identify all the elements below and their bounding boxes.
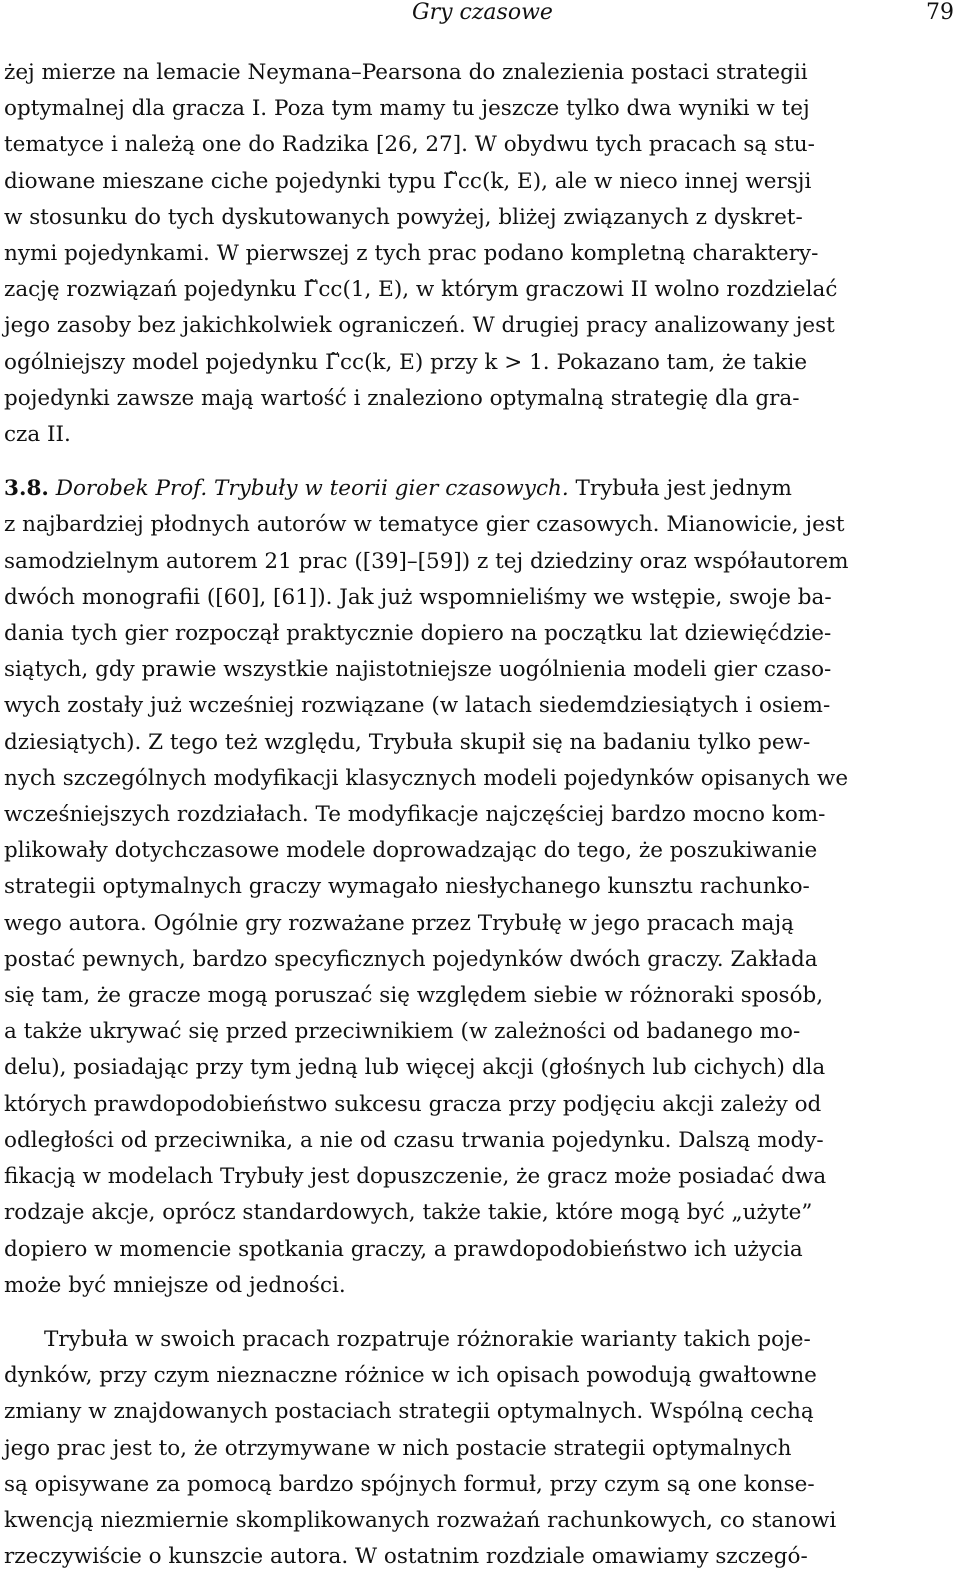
text-line: nymi pojedynkami. W pierwszej z tych prac podano kompletną charaktery-	[4, 241, 819, 267]
running-title: Gry czasowe	[412, 0, 553, 25]
section-3-8	[4, 471, 956, 1304]
text-line: dziesiątych). Z tego też względu, Trybuła skupił się na badaniu tylko pew-	[4, 729, 811, 755]
paragraph-spacer	[4, 1304, 956, 1322]
text-line: dynków, przy czym nieznaczne różnice w ich opisach powodują gwałtowne	[4, 1363, 817, 1389]
text-line: zmiany w znajdowanych postaciach strategii optymalnych. Wspólną cechą	[4, 1399, 814, 1425]
text-line: jego prac jest to, że otrzymywane w nich postacie strategii optymalnych	[4, 1435, 792, 1461]
text-line: wcześniejszych rozdziałach. Te modyfikacje najczęściej bardzo mocno kom-	[4, 802, 826, 828]
text-line: pojedynki zawsze mają wartość i znaleziono optymalną strategię dla gra-	[4, 385, 800, 411]
text-line: wego autora. Ogólnie gry rozważane przez Trybułę w jego pracach mają	[4, 910, 794, 936]
text-line: diowane mieszane ciche pojedynki typu Γ̃cc(k, E), ale w nieco innej wersji	[4, 168, 812, 194]
text-line: Trybuła w swoich pracach rozpatruje różnorakie warianty takich poje-	[44, 1326, 811, 1352]
text-line: dania tych gier rozpoczął praktycznie dopiero na początku lat dziewięćdzie-	[4, 621, 832, 647]
paragraph-1	[4, 55, 956, 453]
text-line: nych szczególnych modyfikacji klasycznych modeli pojedynków opisanych we	[4, 765, 849, 791]
paragraph-spacer	[4, 453, 956, 471]
text-line: w stosunku do tych dyskutowanych powyżej, bliżej związanych z dyskret-	[4, 204, 803, 230]
text-line: tematyce i należą one do Radzika [26, 27]. W obydwu tych pracach są stu-	[4, 132, 815, 158]
text-line: może być mniejsze od jedności.	[4, 1272, 346, 1298]
text-line: plikowały dotychczasowe modele doprowadzając do tego, że poszukiwanie	[4, 838, 818, 864]
text-line: strategii optymalnych graczy wymagało niesłychanego kunsztu rachunko-	[4, 874, 810, 900]
section-number: 3.8.	[4, 476, 49, 502]
page-number: 79	[926, 0, 954, 25]
body-text	[4, 55, 956, 1575]
text-line: żej mierze na lemacie Neymana–Pearsona do znalezienia postaci strategii	[4, 60, 808, 85]
text-line: cza II.	[4, 422, 71, 448]
text-line: delu), posiadając przy tym jedną lub więcej akcji (głośnych lub cichych) dla	[4, 1055, 826, 1081]
running-head	[0, 0, 960, 30]
text-line: postać pewnych, bardzo specyficznych pojedynków dwóch graczy. Zakłada	[4, 946, 818, 972]
text-line: fikacją w modelach Trybuły jest dopuszczenie, że gracz może posiadać dwa	[4, 1164, 827, 1190]
text-line: dwóch monografii ([60], [61]). Jak już wspomnieliśmy we wstępie, swoje ba-	[4, 584, 832, 610]
section-title: Dorobek Prof. Trybuły w teorii gier czasowych.	[55, 476, 569, 502]
text-line: ogólniejszy model pojedynku Γ̃cc(k, E) przy k > 1. Pokazano tam, że takie	[4, 349, 808, 375]
text-line: rodzaje akcje, oprócz standardowych, także takie, które mogą być „użyte”	[4, 1200, 813, 1226]
text-line: odległości od przeciwnika, a nie od czasu trwania pojedynku. Dalszą mody-	[4, 1127, 824, 1153]
paragraph-3	[4, 1322, 956, 1575]
text-line: z najbardziej płodnych autorów w tematyce gier czasowych. Mianowicie, jest	[4, 512, 845, 538]
text-line: samodzielnym autorem 21 prac ([39]–[59]) z tej dziedziny oraz współautorem	[4, 548, 849, 574]
text-line: a także ukrywać się przed przeciwnikiem (w zależności od badanego mo-	[4, 1019, 801, 1045]
text-line: których prawdopodobieństwo sukcesu gracza przy podjęciu akcji zależy od	[4, 1091, 822, 1117]
text-line: się tam, że gracze mogą poruszać się względem siebie w różnoraki sposób,	[4, 983, 824, 1009]
text-line: optymalnej dla gracza I. Poza tym mamy tu jeszcze tylko dwa wyniki w tej	[4, 96, 810, 122]
text-line: kwencją niezmiernie skomplikowanych rozważań rachunkowych, co stanowi	[4, 1507, 837, 1533]
section-first-line-rest: Trybuła jest jednym	[568, 476, 792, 502]
text-line: są opisywane za pomocą bardzo spójnych formuł, przy czym są one konse-	[4, 1471, 815, 1497]
text-line: wych zostały już wcześniej rozwiązane (w latach siedemdziesiątych i osiem-	[4, 693, 831, 719]
text-line: dopiero w momencie spotkania graczy, a prawdopodobieństwo ich użycia	[4, 1236, 803, 1262]
text-line: rzeczywiście o kunszcie autora. W ostatnim rozdziale omawiamy szczegó-	[4, 1544, 808, 1570]
section-heading-line	[4, 471, 956, 507]
text-line: siątych, gdy prawie wszystkie najistotniejsze uogólnienia modeli gier czaso-	[4, 657, 832, 683]
text-line: zację rozwiązań pojedynku Γ̃cc(1, E), w którym graczowi II wolno rozdzielać	[4, 277, 838, 303]
text-line: jego zasoby bez jakichkolwiek ograniczeń. W drugiej pracy analizowany jest	[4, 313, 835, 339]
